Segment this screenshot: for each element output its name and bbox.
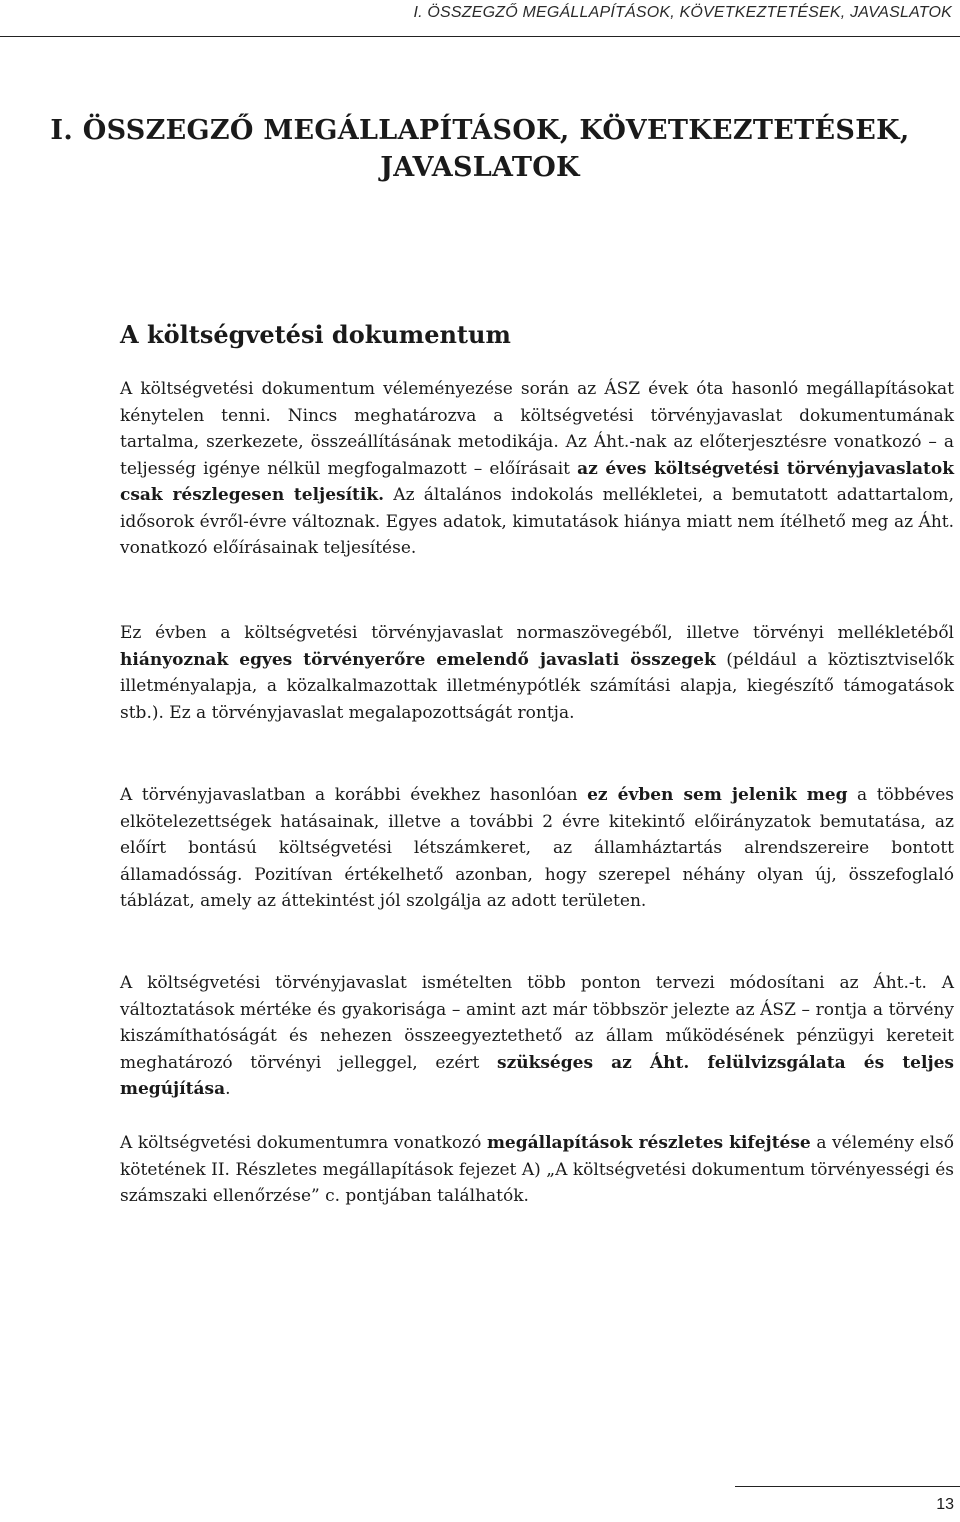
- chapter-title-line-2: JAVASLATOK: [380, 152, 580, 183]
- paragraph-4: [120, 970, 954, 1103]
- chapter-title-line-1: I. ÖSSZEGZŐ MEGÁLLAPÍTÁSOK, KÖVETKEZTETÉSEK,: [50, 115, 910, 146]
- paragraph-5-emphasis: megállapítások részletes kifejtése: [486, 1133, 811, 1153]
- paragraph-5: [120, 1130, 954, 1210]
- paragraph-5-text-a: A költségvetési dokumentumra vonatkozó: [120, 1133, 487, 1153]
- paragraph-4-text-a: A költségvetési törvényjavaslat ismételten több ponton tervezi módosítani az Áht.-t. A változtatások mértéke és gyakorisága – amint azt már többször jelezte az ÁSZ – rontja a törvény kiszámíthatóságát és nehezen összeegyeztethető az állam működésének pénzügyi kereteit meghatározó törvényi jelleggel, ezért: [120, 973, 954, 1073]
- paragraph-1-text-a: A költségvetési dokumentum véleményezése során az ÁSZ évek óta hasonló megállapításokat kénytelen tenni. Nincs meghatározva a költségvetési törvényjavaslat dokumentumának tartalma, szerkezete, összeállításának metodikája. Az Áht.-nak az előterjesztésre vonatkozó – a teljesség igénye nélkül megfogalmazott – előírásait: [120, 379, 954, 479]
- paragraph-1-emphasis: az éves költségvetési törvényjavaslatok csak részlegesen teljesítik.: [120, 458, 954, 505]
- paragraph-2-emphasis: hiányoznak egyes törvényerőre emelendő javaslati összegek: [120, 649, 716, 670]
- paragraph-3-text-a: A törvényjavaslatban a korábbi évekhez hasonlóan: [120, 785, 588, 805]
- paragraph-3-text-b: a többéves elkötelezettségek hatásainak, illetve a további 2 évre kitekintő előirányzatok bemutatása, az előírt bontású költségvetési létszámkeret, az államháztartás alrendszereire bontott államadósság. Pozitívan értékelhető azonban, hogy szerepel néhány olyan új, összefoglaló táblázat, amely az áttekintést jól szolgálja az adott területen.: [120, 785, 954, 911]
- running-header: [0, 0, 960, 37]
- page-number: 13: [936, 1496, 954, 1513]
- paragraph-2-text-b: (például a köztisztviselők illetményalapja, a közalkalmazottak illetménypótlék számítási alapja, kiegészítő támogatások stb.). Ez a törvényjavaslat megalapozottságát rontja.: [120, 649, 954, 723]
- running-header-title: I. ÖSSZEGZŐ MEGÁLLAPÍTÁSOK, KÖVETKEZTETÉSEK, JAVASLATOK: [413, 4, 952, 21]
- paragraph-1-text-b: Az általános indokolás mellékletei, a bemutatott adattartalom, idősorok évről-évre változnak. Egyes adatok, kimutatások hiánya miatt nem ítélhető meg az Áht. vonatkozó előírásainak teljesítése.: [120, 485, 954, 558]
- paragraph-4-emphasis: szükséges az Áht. felülvizsgálata és teljes megújítása: [120, 1052, 954, 1099]
- paragraph-4-text-b: .: [225, 1079, 231, 1099]
- chapter-title: [0, 112, 960, 186]
- paragraph-1: [120, 376, 954, 562]
- paragraph-3: [120, 782, 954, 915]
- paragraph-2-text-a: Ez évben a költségvetési törvényjavaslat normaszövegéből, illetve törvényi mellékletéből: [120, 623, 954, 643]
- footer-rule: [735, 1486, 960, 1487]
- section-heading: A költségvetési dokumentum: [120, 320, 511, 349]
- paragraph-2: [120, 620, 954, 726]
- paragraph-5-text-b: a vélemény első kötetének II. Részletes megállapítások fejezet A) „A költségvetési dokumentum törvényességi és számszaki ellenőrzése” c. pontjában találhatók.: [120, 1133, 954, 1206]
- paragraph-3-emphasis: ez évben sem jelenik meg: [587, 785, 848, 805]
